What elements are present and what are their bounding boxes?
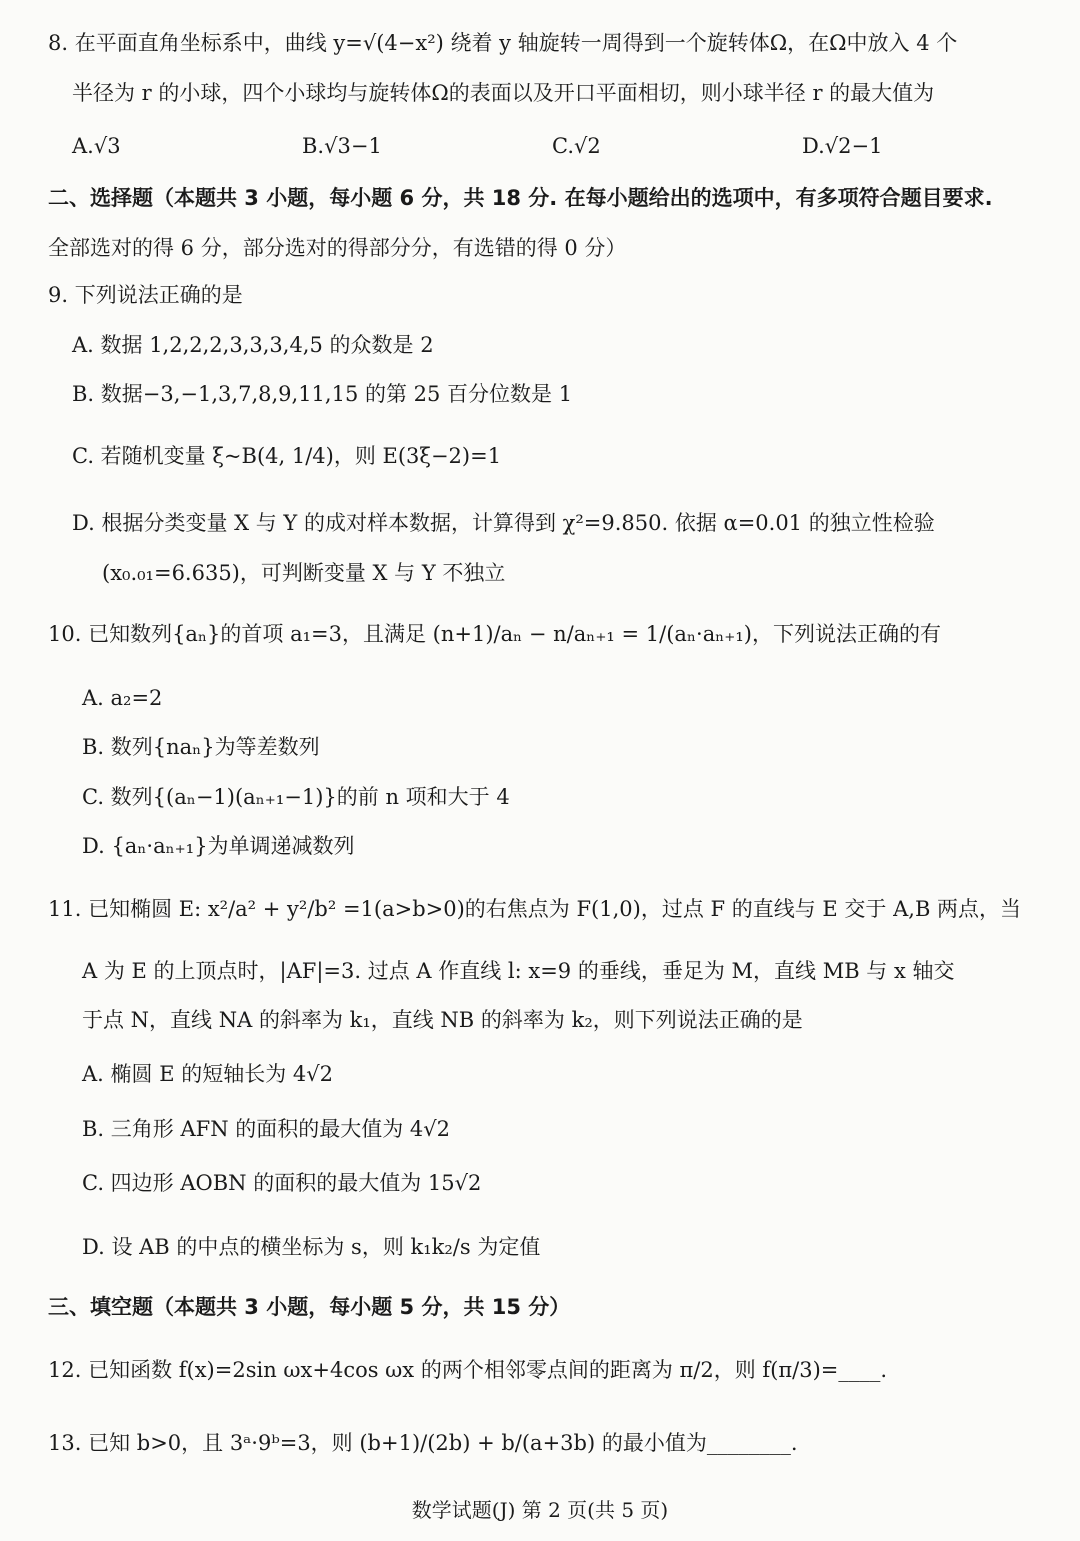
text-line: D. {aₙ·aₙ₊₁}为单调递减数列 <box>82 834 355 858</box>
text-line: C. 四边形 AOBN 的面积的最大值为 15√2 <box>82 1171 482 1195</box>
text-line: A. 数据 1,2,2,2,3,3,3,4,5 的众数是 2 <box>72 333 434 357</box>
text-line: 半径为 r 的小球，四个小球均与旋转体Ω的表面以及开口平面相切，则小球半径 r 的最大值为 <box>72 81 935 105</box>
text-line: 11. 已知椭圆 E: x²/a² + y²/b² =1(a>b>0)的右焦点为 F(1,0)，过点 F 的直线与 E 交于 A,B 两点，当 <box>48 897 1022 921</box>
text-line: D.√2−1 <box>802 134 883 158</box>
text-line: (x₀.₀₁=6.635)，可判断变量 X 与 Y 不独立 <box>102 561 506 585</box>
text-line: 9. 下列说法正确的是 <box>48 283 243 307</box>
text-line: C. 数列{(aₙ−1)(aₙ₊₁−1)}的前 n 项和大于 4 <box>82 785 510 809</box>
text-line: B. 数据−3,−1,3,7,8,9,11,15 的第 25 百分位数是 1 <box>72 382 573 406</box>
text-line: 12. 已知函数 f(x)=2sin ωx+4cos ωx 的两个相邻零点间的距离为 π/2，则 f(π/3)=____. <box>48 1358 888 1382</box>
text-line: D. 设 AB 的中点的横坐标为 s，则 k₁k₂/s 为定值 <box>82 1235 541 1259</box>
text-line: 于点 N，直线 NA 的斜率为 k₁，直线 NB 的斜率为 k₂，则下列说法正确的是 <box>82 1008 803 1032</box>
page-footer: 数学试题(J) 第 2 页(共 5 页) <box>411 1498 669 1522</box>
text-line: A. a₂=2 <box>82 686 163 710</box>
text-line: B. 数列{naₙ}为等差数列 <box>82 735 320 759</box>
text-line: A. 椭圆 E 的短轴长为 4√2 <box>82 1062 333 1086</box>
text-line: D. 根据分类变量 X 与 Y 的成对样本数据，计算得到 χ²=9.850. 依据 α=0.01 的独立性检验 <box>72 511 935 535</box>
text-line: A.√3 <box>72 134 121 158</box>
text-line: 13. 已知 b>0，且 3ᵃ·9ᵇ=3，则 (b+1)/(2b) + b/(a+3b) 的最小值为________. <box>48 1431 798 1455</box>
text-line: 全部选对的得 6 分，部分选对的得部分分，有选错的得 0 分） <box>48 236 627 260</box>
text-line: C. 若随机变量 ξ~B(4, 1/4)，则 E(3ξ−2)=1 <box>72 444 502 468</box>
text-line: A 为 E 的上顶点时，|AF|=3. 过点 A 作直线 l: x=9 的垂线，垂足为 M，直线 MB 与 x 轴交 <box>82 959 955 983</box>
text-line: 三、填空题（本题共 3 小题，每小题 5 分，共 15 分） <box>48 1295 571 1319</box>
text-line: B.√3−1 <box>302 134 382 158</box>
text-line: 二、选择题（本题共 3 小题，每小题 6 分，共 18 分. 在每小题给出的选项中，有多项符合题目要求. <box>48 186 993 210</box>
text-line: B. 三角形 AFN 的面积的最大值为 4√2 <box>82 1117 451 1141</box>
text-line: 8. 在平面直角坐标系中，曲线 y=√(4−x²) 绕着 y 轴旋转一周得到一个旋转体Ω，在Ω中放入 4 个 <box>48 31 958 55</box>
text-line: 10. 已知数列{aₙ}的首项 a₁=3，且满足 (n+1)/aₙ − n/aₙ₊₁ = 1/(aₙ·aₙ₊₁)，下列说法正确的有 <box>48 622 942 646</box>
text-line: C.√2 <box>552 134 601 158</box>
